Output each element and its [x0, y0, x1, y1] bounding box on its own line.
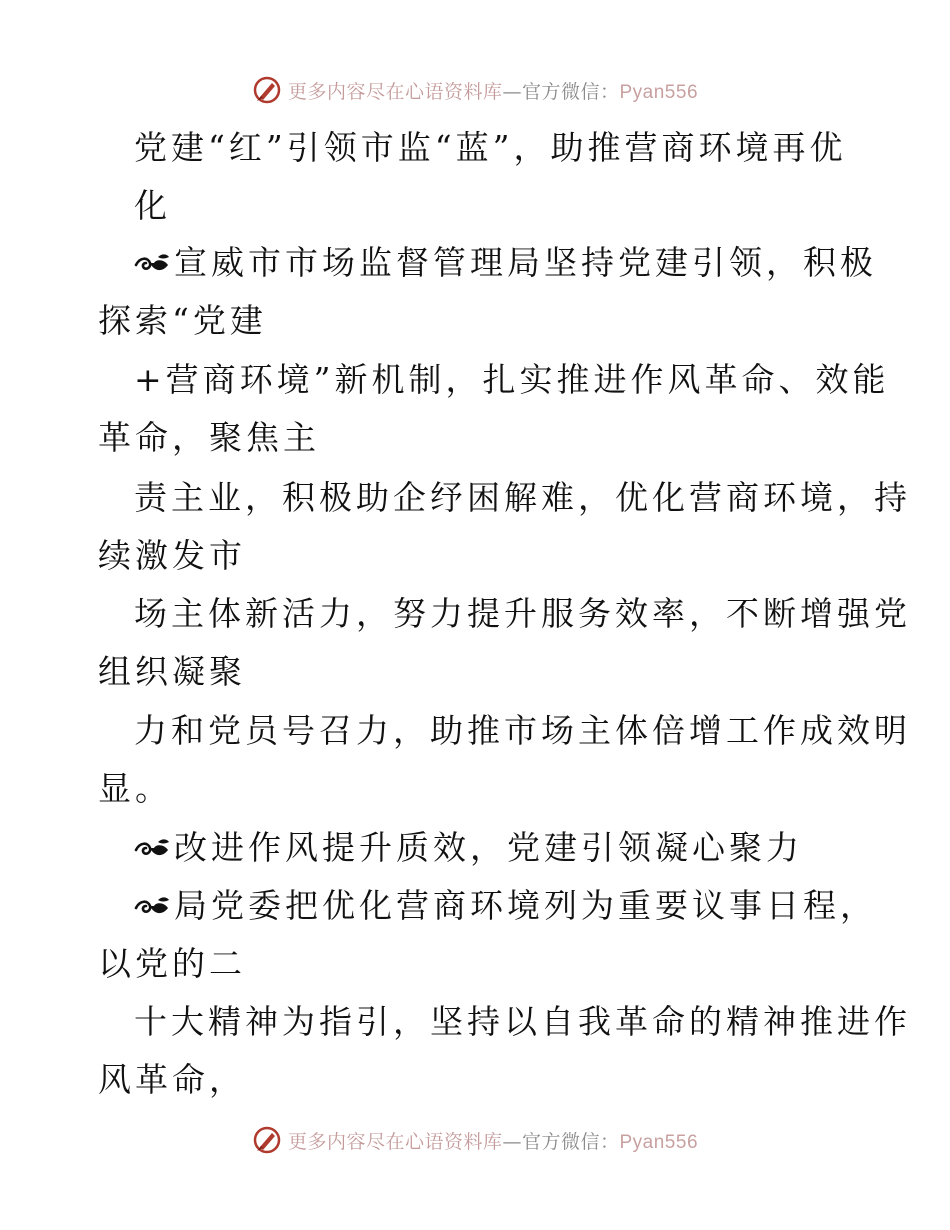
footer-watermark [0, 1122, 950, 1158]
paragraph-1-line-2: 探索“党建 [98, 301, 267, 340]
fleuron-icon [134, 251, 172, 277]
paragraph-6-line-1 [134, 828, 803, 868]
watermark-brand: 更多内容尽在心语资料库 [287, 1130, 503, 1153]
paragraph-5-line-1: 力和党员号召力，助推市场主体倍增工作成效明 [134, 711, 911, 750]
watermark-wechat-id: Pyan556 [619, 1131, 699, 1153]
document-title-line-1: 党建“红”引领市监“蓝”，助推营商环境再优 [134, 128, 847, 167]
watermark-official-label: 官方微信： [521, 1130, 620, 1153]
paragraph-4-line-2: 组织凝聚 [98, 652, 246, 691]
watermark-group [252, 1125, 698, 1155]
watermark-text [288, 1127, 698, 1154]
paragraph-8-line-2: 风革命， [98, 1060, 246, 1099]
paragraph-1-line-1 [134, 243, 877, 283]
pen-logo-icon [252, 1125, 282, 1155]
document-title-line-2: 化 [134, 186, 171, 225]
paragraph-2-line-2: 革命，聚焦主 [98, 418, 320, 457]
paragraph-3-line-1: 责主业，积极助企纾困解难，优化营商环境，持 [134, 478, 911, 517]
watermark-separator: — [502, 80, 522, 103]
paragraph-1-text-1: 宣威市市场监督管理局坚持党建引领，积极 [174, 243, 877, 282]
watermark-separator: — [502, 1130, 522, 1153]
paragraph-5-line-2: 显。 [98, 769, 172, 808]
paragraph-7-line-1 [134, 886, 877, 926]
paragraph-6-text-1: 改进作风提升质效，党建引领凝心聚力 [174, 828, 803, 867]
paragraph-2-line-1: +营商环境”新机制，扎实推进作风革命、效能 [134, 360, 890, 399]
paragraph-7-text-1: 局党委把优化营商环境列为重要议事日程， [174, 886, 877, 925]
paragraph-3-line-2: 续激发市 [98, 536, 246, 575]
watermark-official-label: 官方微信： [521, 80, 620, 103]
paragraph-7-line-2: 以党的二 [98, 944, 246, 983]
watermark-wechat-id: Pyan556 [619, 81, 699, 103]
fleuron-icon [134, 894, 172, 920]
watermark-brand: 更多内容尽在心语资料库 [287, 80, 503, 103]
paragraph-8-line-1: 十大精神为指引，坚持以自我革命的精神推进作 [134, 1002, 911, 1041]
fleuron-icon [134, 836, 172, 862]
paragraph-4-line-1: 场主体新活力，努力提升服务效率，不断增强党 [134, 594, 911, 633]
